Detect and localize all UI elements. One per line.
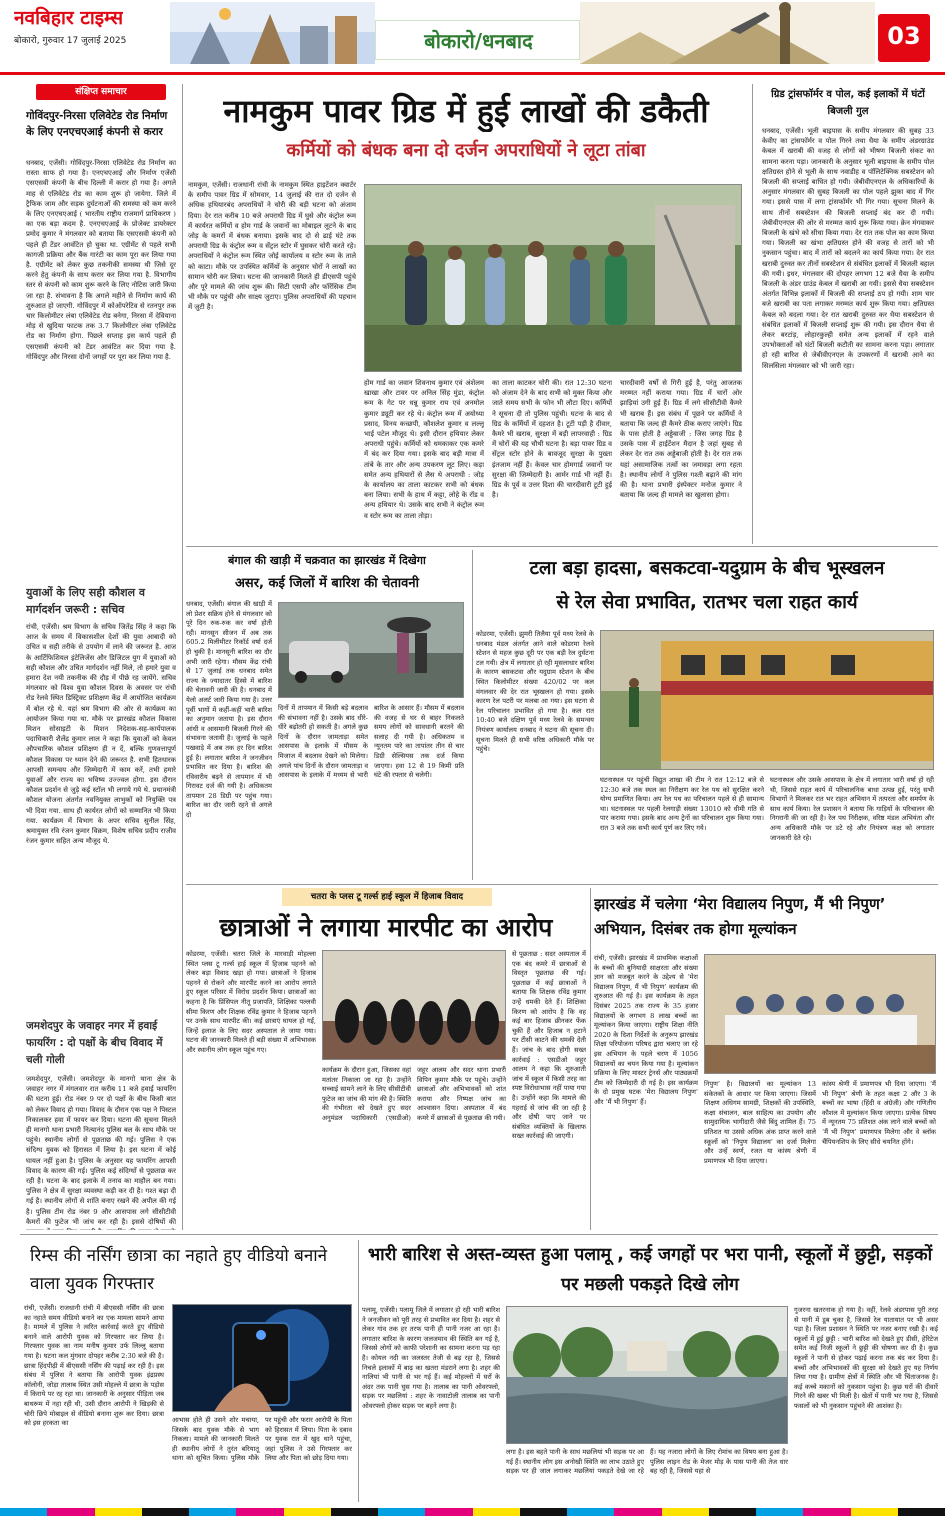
rims-photo <box>172 1304 352 1412</box>
page-number-text: 03 <box>887 22 921 50</box>
sidebar-story-body: रांची, एजेंसी। श्रम विभाग के सचिव जितेंद्र सिंह ने कहा कि आज के समय में विकासशील देशों की युवा आबादी को उचित व सही तरीके से उपयोग में लाने की जरूरत है. आज के आर्टिफिशियल इंटेलिजेंस और डिजिटल युग में युवाओं को सही कौशल और उचित मार्गदर्शन नहीं मिले, तो हमारे युवा व हमारा देश नयी तकनीक की दौड़ में पीछे रह जायेंगे. सचिव मंगलवार को विश्व युवा कौशल दिवस के अवसर पर रांची रोड रेलवे स्थित डिस्ट्रिक्ट प्रशिक्षण केंद्र में आयोजित कार्यक्रम में बोल रहे थे. यहां श्रम विभाग की ओर से कार्यक्रम का आयोजन किया गया था. मौके पर झारखंड कौशल विकास मिशन सोसाइटी के मिशन निदेशक-सह-कार्यपालक पदाधिकारी शैलेंद्र कुमार लाल ने कहा कि युवाओं को केवल औपचारिक कौशल प्रशिक्षण ही न दें, बल्कि गुणवत्तापूर्ण कौशल विकास पर ध्यान देने की जरूरत है. सभी हितधारक आपसी समन्वय और जिम्मेदारी में काम करें, तभी हमारे युवाओं और राज्य का भविष्य उज्ज्वल होगा. इस दौरान कौशल प्रदर्शन से जुड़े कई स्टॉल भी लगाये गये थे. प्रधानमंत्री कौशल योजना अंतर्गत नवनियुक्त लाभुकों को नियुक्ति पत्र भी दिया गया. साथ ही कार्यरत लोगों को सम्मानित भी किया गया. कार्यक्रम में विभाग के अपर सचिव सुनील सिंह, श्रमायुक्त रवि रंजन कुमार विक्रम, विशेष सचिव प्रदीप राजीव रंजन कुमार सहित अन्य मौजूद थे. <box>26 623 176 846</box>
rail-headline: से रेल सेवा प्रभावित, रातभर चला राहत कार्य <box>556 592 858 613</box>
lead-column: नामकुम, एजेंसी। राजधानी रांची के नामकुम स्थित हाइटेंशन क्वार्टर के समीप पावर ग्रिड में सोमवार, 14 जुलाई की रात दो दर्जन से अधिक हथियारबंद अपराधियों ने चोरी की बड़ी घटना को अंजाम दिया। देर रात करीब 10 बजे अपराधी ग्रिड में घुसे और कंट्रोल रूम में कार्यरत कर्मियों व होम गार्ड के जवानों का मोबाइल लूटने के बाद जोड़ के कमरों में बंधक बनाया। इसके बाद दो से ढाई घंटे तक अपराधी ग्रिड के कंट्रोल रूम व सेंट्रल स्टोर में घुसकर चोरी करते रहे। अपराधियों ने कंट्रोल रूम स्थित जोई कार्यालय व स्टोर रूम के ताले को काटा। मौके पर उपस्थित कर्मियों के अनुसार चोरों ने लाखों का सामान चोरी कर लिया। घटना की जानकारी मिलते ही डीएसपी पहुंचे और पूरे मामले की जांच शुरू की। सिटी एसपी और फॉरेंसिक टीम भी मौके पर पहुंची और साक्ष्य जुटाए। पुलिस अपराधियों की पहचान में जुटी है। <box>188 181 356 312</box>
weather-divider <box>472 550 473 880</box>
lead-column: होम गार्ड का जवान शिवनाथ कुमार एवं अंशेलम खाखा और टावर पर अनिल सिंह मुंडा, कंट्रोल रूम के गेट पर धन्नू कुमार राय एवं अनमोल कुमार ड्यूटी कर रहे थे। कंट्रोल रूम में अयोध्या प्रसाद, विनय कच्छपी, कौशलेश कुमार व लल्लू भाई पटेल मौजूद थे। इसी दौरान हथियार लेकर अपराधी पहुंचे। कर्मियों को धमकाकर एक कमरे में बंद कर दिया गया। इसके बाद बड़ी मात्रा में तांबे के तार और अन्य उपकरण लूट लिए। कड़ा समेत अन्य हथियारों से लैस थे अपराधी : जोड़ के कार्यालय का ताला काटकर सभी को बंधक बना लिया। सभी के हाथ में कट्टा, लोहे के रॉड व अन्य हथियार थे। उसके बाद सभी ने कंट्रोल रूम व स्टोर रूम का ताला तोड़ा। <box>364 379 484 520</box>
rims-story <box>24 1240 354 1502</box>
weather-story <box>186 550 468 880</box>
print-registration-bar <box>0 1508 945 1516</box>
hijab-photo <box>322 950 506 1060</box>
lead-story <box>186 84 746 534</box>
hijab-headline: छात्राओं ने लगाया मारपीट का आरोप <box>219 913 553 942</box>
rail-column: घटनास्थल पर पहुंची विद्युत शाखा की टीम ने रात 12:12 बजे से 12:30 बजे तक स्थल का निरीक्षण कर रेल पथ को सुरक्षित करने योग्य प्रमाणित किया। अप रेल पथ का परिचालन पहले से ही सामान्य था। घटनास्थल पर पहली रेलगाड़ी संख्या 13010 को धीमी गति से पार कराया गया। इसके बाद अन्य ट्रेनों का परिचालन शुरू किया गया। रात 3 बजे तक सभी कार्य पूर्ण कर लिए गये। <box>600 776 764 832</box>
right-top-story <box>758 84 936 542</box>
palamu-column: लगा है। इस बहते पानी के साथ मछलियां भी सड़क पर आ गई हैं। स्थानीय लोग इस अनोखी स्थिति का लाभ उठाते हुए सड़क पर ही जाल लगाकर मछलियां पकड़ते देखे जा रहे हैं। यह नजारा लोगों के लिए रोमांच का विषय बना हुआ है। पुलिस लाइन रोड के मेजर मोड़ के पास पानी की तेज धार बह रही है, जिससे यहां से <box>506 1448 788 1476</box>
nipun-photo <box>704 954 936 1074</box>
sidebar-divider <box>182 84 183 1230</box>
palamu-photo <box>506 1306 788 1444</box>
masthead <box>0 0 945 76</box>
section-rule <box>186 546 938 547</box>
lead-column: का ताला काटकर चोरी की। रात 12:30 घटना को अंजाम देने के बाद सभी को मुक्त किया और जाते समय सभी के फोन भी लौटा दिए। कर्मियों ने सूचना दी तो पुलिस पहुंची। घटना के बाद से ग्रिड के कर्मियों में दहशत है। टूटी पड़ी है दीवार, कैमरे भी खराब, सुरक्षा में बड़ी लापरवाही : ग्रिड में चोरों की यह चौथी घटना है। बड़ा पावर ग्रिड व सेंट्रल स्टोर होने के बावजूद सुरक्षा के पुख्ता इंतजाम नहीं हैं। केवल चार होमगार्ड जवानों पर सुरक्षा की जिम्मेदारी है। आर्मर गार्ड भी नहीं हैं। ग्रिड के पूर्व व उत्तर दिशा की चारदीवारी टूटी हुई है। <box>492 379 612 500</box>
section-banner <box>375 20 580 60</box>
sidebar-story-headline: गोविंदपुर-निरसा एलिवेटेड रोड निर्माण के लिए एनएचएआई कंपनी से करार <box>26 110 168 138</box>
sidebar-story-headline: जमशेदपुर के जवाहर नगर में हवाई फायरिंग : दो पक्षों के बीच विवाद में चली गोली <box>26 1020 163 1066</box>
palamu-story <box>362 1240 938 1502</box>
weather-column: दिनों में तापमान में किसी बड़े बदलाव की संभावना नहीं है। उसके बाद धीरे-धीरे बढ़ोतरी हो सकती है। अगले कुछ दिनों के दौरान जामताड़ा समेत आसपास के इलाके में मौसम के मिजाज में बदलाव देखने को मिलेगा। अगले पांच दिनों के दौरान जामताड़ा व आसपास के इलाके में मध्यम से भारी बारिश के आसार हैं। मौसम में बदलाव की वजह से घर से बाहर निकलते समय लोगों को सावधानी बरतने की सलाह दी गयी है। अधिकतम व न्यूनतम पारे का तापांतर तीन से चार डिग्री सेल्सियस तक दर्ज किया जाएगा। हवा 12 से 19 किमी प्रति घंटे की रफ्तार से चलेगी। <box>278 704 464 780</box>
rail-column: कोडरमा, एजेंसी। झुमरी तिलैया पूर्व मध्य रेलवे के धनबाद मंडल अंतर्गत आने वाले कोडरमा रेलवे स्टेशन से महज कुछ दूरी पर एक बड़ी रेल दुर्घटना टल गयी। क्षेत्र में लगातार हो रही मूसलाधार बारिश के कारण बसकटवा और यदुग्राम स्टेशन के बीच स्थित किलोमीटर संख्या 420/02 पर कल मंगलवार की देर रात भूस्खलन हो गया। इसके कारण रेल पटरी पर मलबा आ गया। इस घटना से रेल परिचालन प्रभावित हो गया है। कल रात 10:40 बजे दक्षिण पूर्व मध्य रेलवे के समन्वय नियंत्रण कार्यालय धनबाद ने घटना की सूचना दी। सूचना मिलते ही सभी वरिष्ठ अधिकारी मौके पर पहुंचे। <box>476 630 594 754</box>
lead-photo <box>364 184 742 372</box>
sidebar-label: संक्षिप्त समाचार <box>36 84 166 100</box>
masthead-rule <box>0 72 945 75</box>
palamu-column: गुजरना खतरनाक हो गया है। वहीं, रेलवे अंडरपास पूरी तरह से पानी में डूब चुका है, जिससे रेल यातायात पर भी असर पड़ा है। जिला प्रशासन ने स्थिति पर नजर बनाए रखी है। कई स्कूलों में हुई छुट्टी : भारी बारिश को देखते हुए डीसी, हेरिटेज समेत कई निजी स्कूलों ने छुट्टी की घोषणा कर दी है। कुछ स्कूलों ने पानी से होकर पढ़ाई करना तक बंद कर दिया है। बच्चों और अभिभावकों की सुरक्षा को देखते हुए यह निर्णय लिया गया है। ग्रामीण क्षेत्रों में स्थिति और भी चिंताजनक है। कई कच्चे मकानों को नुकसान पहुंचा है। कुछ घरों की दीवारें गिरने की खबर भी मिली है। खेतों में पानी भर गया है, जिससे फसलों को भी नुकसान पहुंचने की आशंका है। <box>794 1306 938 1410</box>
hijab-column: कार्यक्रम के दौरान हुआ, जिसका वहां मतांतर निकाला जा रहा है। उन्होंने सच्चाई सामने लाने के लिए सीसीटीवी फुटेज का जांच की मांग की है। स्थिति की गंभीरता को देखते हुए सदर अनुमंडल पदाधिकारी (एसडीओ) जहूर आलम और सदर थाना प्रभारी विपिन कुमार मौके पर पहुंचे। उन्होंने छात्राओं और अभिभावकों को शांत कराया और निष्पक्ष जांच का आश्वासन दिया। अस्पताल में बंद कमरे में छात्राओं से पूछताछ की गयी। <box>322 1066 506 1122</box>
weather-headline: बंगाल की खाड़ी में चक्रवात का झारखंड में दिखेगा <box>228 554 426 567</box>
sidebar-story-body: जमशेदपुर, एजेंसी। जमशेदपुर के मानगो थाना क्षेत्र के जवाहर नगर में मंगलवार रात करीब 11 बजे हवाई फायरिंग की घटना हुई। रोड नंबर 9 पर दो पक्षों के बीच किसी बात को लेकर विवाद हो गया। विवाद के दौरान एक पक्ष ने पिस्टल निकालकर हवा में फायर कर दिया। घटना की सूचना मिलते ही मानगो थाना प्रभारी नित्यानंद पुलिस बल के साथ मौके पर पहुंचे। स्थानीय लोगों से पूछताछ की गई। पुलिस ने एक संदिग्ध युवक को हिरासत में लिया है। इस घटना में कोई घायल नहीं हुआ है। पुलिस के अनुसार यह फायरिंग आपसी विवाद के कारण की गई। पुलिस कई संदिग्धों से पूछताछ कर रही है। घटना के बाद इलाके में तनाव का माहौल बन गया। पुलिस ने क्षेत्र में सुरक्षा व्यवस्था कड़ी कर दी है। गश्त बढ़ा दी गई है। स्थानीय लोगों से शांति बनाए रखने की अपील की गई है। पुलिस टीम रोड नंबर 9 और आसपास लगे सीसीटीवी कैमरों की फुटेज भी जांच कर रही है। इससे दोषियों की <box>26 1075 176 1226</box>
hijab-tag-text: चतरा के प्लस टू गर्ल्स हाई स्कूल में हिजाब विवाद <box>310 892 464 902</box>
sidebar-story-body: धनबाद, एजेंसी। गोविंदपुर-निरसा एलिवेटेड रोड निर्माण का रास्ता साफ हो गया है। एनएचएआई और निर्माण एजेंसी एसएसवी कंपनी के बीच दिल्ली में करार हो गया है। अगले माह से एलिवेटेड रोड का काम शुरू हो जायेगा. जिले में ट्रैफिक जाम और सड़क दुर्घटनाओं की समस्या को कम करने के लिए एनएचएआई ( भारतीय राष्ट्रीय राजमार्ग प्राधिकरण ) का एक बड़ा कदम है. एनएचएआई के प्रोजेक्ट डायरेक्टर प्रमोद कुमार ने मंगलवार को बताया कि एसएसवी कंपनी को पहले ही टेंडर आवंटित हो चुका था. एग्रीमेंट से पहले सभी कागजी प्रक्रिया और बैंक गारंटी का काम पूरा कर लिया गया है. एग्रीमेंट को लेकर कुछ तकनीकी समस्या थी जिसे दूर करने हेतु कंपनी के साथ करार कर लिया गया है. विभागीय स्तर से कंपनी को काम शुरू करने के लिए नोटिस जारी किया जा रहा है. संभावना है कि अगले महीने से निर्माण कार्य की शुरुआत हो जाएगी. गोविंदपुर में कोऑपरेटिव से रतनपुर तक चार किलोमीटर लंबा एलिवेटेड रोड बनेगा, निरसा में देवियाना मोड़ से खुदिया फाटक तक 3.7 किलोमीटर लंबा एलिवेटेड रोड का निर्माण होगा. पिछले सप्ताह इस कार्य पहले ही एसएसवी कंपनी को टेंडर आवंटित कर दिया गया है. गोविंदपुर और निरसा दोनों जगहों पर पूरा कर लिया गया है. <box>26 159 176 361</box>
issue-date: बोकारो, गुरुवार 17 जुलाई 2025 <box>14 36 127 46</box>
nipun-column: निपुण’ है। विद्यालयों का मूल्यांकन 13 संकेतकों के आधार पर किया जाएगा। जिसमें शिक्षण अधिगम सामग्री, शिक्षकों की उपस्थिति, कक्षा संचालन, बाल साहित्य का उपयोग और सामुदायिक भागीदारी जैसे बिंदु शामिल हैं। 75 प्रतिशत या उससे अधिक अंक प्राप्त करने वाले स्कूलों को ‘निपुण विद्यालय’ का दर्जा मिलेगा और उन्हें स्वर्ण, रजत या कांस्य श्रेणी में प्रमाणपत्र भी दिया जाएगा। <box>704 1080 816 1165</box>
rims-headline: रिम्स की नर्सिंग छात्रा का नहाते हुए वीडियो बनाने वाला युवक गिरफ्तार <box>30 1246 328 1294</box>
palamu-column: पलामू, एजेंसी। पलामू जिले में लगातार हो रही भारी बारिश ने जनजीवन को पूरी तरह से प्रभावित कर दिया है। शहर से लेकर गांव तक हर तरफ पानी ही पानी नजर आ रहा है। लगातार बारिश के कारण जलजमाव की स्थिति बन गई है, जिससे लोगों को काफी परेशानी का सामना करना पड़ रहा है। कोयल नदी का जलस्तर तेजी से बढ़ रहा है, जिससे निचले इलाकों में बाढ़ का खतरा मंडराने लगा है। शहर की नालियां भी पानी से भर गई हैं। कई मोहल्लों में घरों के अंदर तक पानी घुस गया है। तालाब का पानी ओवरफ्लो, सड़क पर मछलियां : शहर के नावाटोली तालाब का पानी ओवरफ्लो होकर सड़क पर बहने लगा है। <box>362 1306 500 1410</box>
palamu-headline: भारी बारिश से अस्त-व्यस्त हुआ पलामू , कई जगहों पर भरा पानी, स्कूलों में छुट्टी, सड़कों पर मछली पकड़ते दिखे लोग <box>367 1245 933 1295</box>
hijab-column: कोडरमा, एजेंसी। चतरा जिले के मारवाड़ी मोहल्ला स्थित प्लस टू गर्ल्स हाई स्कूल में हिजाब पहनने को लेकर बड़ा विवाद खड़ा हो गया। छात्राओं ने हिजाब पहनने से रोकने और मारपीट करने का आरोप लगाते हुए स्कूल परिसर में विरोध प्रदर्शन किया। छात्राओं का कहना है कि प्रिंसिपल नीतू प्रजापति, शिक्षिका पल्लवी सीमा किरण और शिक्षक रविंद्र कुमार ने हिजाब पहनने पर उनके साथ मारपीट की। कई छात्राएं घायल हो गईं, जिन्हें इलाज के लिए सदर अस्पताल ले जाया गया। घटना की जानकारी मिलते ही बड़ी संख्या में अभिभावक और स्थानीय लोग स्कूल पहुंच गए। <box>186 950 316 1054</box>
nipun-column: रांची, एजेंसी। झारखंड में प्राथमिक कक्षाओं के बच्चों की बुनियादी साक्षरता और संख्या ज्ञान को मजबूत करने के उद्देश्य से ‘मेरा विद्यालय निपुण, मैं भी निपुण’ कार्यक्रम की शुरुआत की गई है। इस कार्यक्रम के तहत दिसंबर 2025 तक राज्य के 35 हजार विद्यालयों के लगभग 8 लाख बच्चों का मूल्यांकन किया जाएगा। राष्ट्रीय शिक्षा नीति 2020 के दिशा निर्देशों के अनुरूप झारखंड शिक्षा परियोजना परिषद द्वारा चलाए जा रहे इस अभियान के पहले चरण में 1056 विद्यालयों का चयन किया गया है। मूल्यांकन प्रक्रिया के लिए मास्टर ट्रेनर्स और पाठ्यक्रमों टीम को जिम्मेदारी दी गई है। इस कार्यक्रम के दो प्रमुख घटक ‘मेरा विद्यालय निपुण’ और ‘मैं भी निपुण’ हैं। <box>594 954 698 1106</box>
weather-column: धनबाद, एजेंसी। बंगाल की खाड़ी में लो प्रेशर सक्रिय होने से मंगलवार को पूरे दिन रुक-रुक कर वर्षा होती रही। मानसून सीजन में अब तक 605.2 मिलीमीटर रिकॉर्ड वर्षा दर्ज हो चुकी है। मानसूनी बारिश का दौर अभी जारी रहेगा। मौसम केंद्र रांची से 17 जुलाई तक धनबाद समेत राज्य के ज्यादातर हिस्से में बारिश की चेतावनी जारी की है। धनबाद में येलो अलर्ट जारी किया गया है। उत्तर पूर्वी भागों में कहीं-कहीं भारी बारिश का अनुमान जताया है। इस दौरान आंधी व आसमानी बिजली गिरने की संभावना जतायी है। जुलाई के पहले पखवाड़े में अब तक हर दिन बारिश हुई है। लगातार बारिश ने जनजीवन प्रभावित कर दिया है। बारिश की रविवारीय बढ़ने से तापमान में भी गिरावट दर्ज की गयी है। अधिकतम तापमान 28 डिग्री पर पहुंच गया। बारिश का दौर जारी रहने से अगले दो <box>186 600 272 820</box>
page-number <box>878 14 930 62</box>
lead-right-divider <box>752 84 753 544</box>
weather-headline: असर, कई जिलों में बारिश की चेतावनी <box>235 576 419 591</box>
rims-divider <box>358 1240 359 1502</box>
hijab-column: से पूछताछ : सदर अस्पताल में एक बंद कमरे में छात्राओं से विस्तृत पूछताछ की गई। पूछताछ में कई छात्राओं ने बताया कि शिक्षक रविंद्र कुमार उन्हें धमकी देते हैं। शिक्षिका किरण को आरोप है कि वह कई बार हिजाब छीनकर फेंक चुकी हैं और हिजाब न हटाने पर टीसी काटने की धमकी देती हैं। जांच के बाद होगी सख्त कार्रवाई : एसडीओ जहूर आलम ने कहा कि शुरुआती जांच में स्कूल में किसी तरह का स्पष्ट विरोधाभास नहीं पाया गया है। उन्होंने कहा कि मामले की गहराई से जांच की जा रही है और दोषी पाए जाने पर संबंधित व्यक्तियों के खिलाफ सख्त कार्रवाई की जाएगी। <box>512 950 586 1141</box>
sidebar <box>24 84 178 1234</box>
section-rule <box>186 884 938 885</box>
hijab-divider <box>590 888 591 1230</box>
hijab-tag <box>282 888 492 906</box>
right-top-body: धनबाद, एजेंसी। भूली बाइपास के समीप मंगलवार की सुबह 33 केवीए का ट्रांसफॉर्मर व पोल गिरने तथा धैया के समीप अंडरग्राउंड केबल में खराबी की वजह से लोगों को भीषण बिजली संकट का सामना करना पड़ा। जानकारी के अनुसार भूली बाइपास के समीप पोल क्षतिग्रस्त होने से भूली के साथ नवाडीह व पॉलिटेक्निक सबस्टेशन को बिजली की सप्लाई बाधित हो गयी। जेबीवीएनएल के अधिकारियों के अनुसार मंगलवार की सुबह बिजली का पोल पहले झुका बाद में गिर गया। इससे पास में लगा ट्रांसफॉर्मर भी गिर गया। सूचना मिलने के साथ तीनों सबस्टेशन की बिजली सप्लाई बंद कर दी गयी। जेबीवीएनएल की ओर से मरम्मत कार्य शुरू किया गया। क्रेन मंगवाकर बिजली के खंभे को सीधा किया गया। देर रात तक पोल का काम किया गया। बिजली का खंभा क्षतिग्रस्त होने की वजह से तारों को भी नुकसान पहुंचा। बाद में तारों को बदलने का कार्य किया गया। देर रात खराबी दुरुस्त कर तीनों सबस्टेशन से संबंधित इलाकों में बिजली बहाल की गयी। इधर, मंगलवार की दोपहर लगभग 12 बजे धैया के समीप बिजली के अंडर ग्राउंड केबल में खराबी आ गयी। इससे धैया सबस्टेशन अंतर्गत विभिन्न इलाकों में बिजली की सप्लाई ठप हो गयी। शाम चार बजे खराबी का पता लगाकर मरम्मत कार्य शुरू किया गया। क्षतिग्रस्त केबल को बदला गया। देर रात खराबी दुरुस्त कर धैया सबस्टेशन से संबंधित इलाकों में बिजली सप्लाई शुरू की गयी। इस दौरान धैया से लेकर बरटांड़, लोहारकुल्ही समेत अन्य इलाकों में रहने वाले उपभोक्ताओं को घंटों बिजली कटौती का सामना करना पड़ा। लगातार हो रही बारिश से जेबीवीएनएल के उपकरणों में खराबी आने का सिलसिला मंगलवार को भी जारी रहा। <box>762 127 934 370</box>
rims-column: आभास होते ही उसने शोर मचाया, जिसके बाद युवक मौके से भाग निकला। मामले की जानकारी मिलते ही स्थानीय लोगों ने तुरंत बरियातू थाना को सूचित किया। पुलिस मौके पर पहुंची और फरार आरोपी के पिता को हिरासत में लिया। पिता के दबाव पर युवक रात में खुद थाने पहुंचा, जहां पुलिस ने उसे गिरफ्तार कर लिया और पिता को छोड़ दिया गया। <box>172 1416 352 1463</box>
hijab-story <box>186 888 586 1230</box>
nipun-headline: झारखंड में चलेगा ‘मेरा विद्यालय निपुण, मैं भी निपुण’ अभियान, दिसंबर तक होगा मूल्यांकन <box>594 895 886 938</box>
lead-column: चारदीवारी वर्षों से गिरी हुई है, परंतु आजतक मरम्मत नहीं कराया गया। ग्रिड में चारों ओर झाड़ियां उगी हुई हैं। ग्रिड में लगे सीसीटीवी कैमरे भी खराब हैं। इस संबंध में पूछने पर कर्मियों ने बताया कि जल्द ही कैमरे ठीक कराए जाएंगे। ग्रिड के पास होती है अड्डेबाजी : जिस जगह ग्रिड है उसके पास में हाईटेंशन मैदान है जहां सुबह से लेकर देर रात तक अड्डेबाजी होती है। देर रात तक यहां असामाजिक तत्वों का जमावड़ा लगा रहता है। स्थानीय लोगों ने पुलिस गश्ती बढ़ाने की मांग की है। थाना प्रभारी इंस्पेक्टर मनोज कुमार ने बताया कि जल्द ही मामले का खुलासा होगा। <box>620 379 742 500</box>
rail-headline: टला बड़ा हादसा, बसकटवा-यदुग्राम के बीच भूस्खलन <box>529 558 885 579</box>
section-rule <box>20 1234 938 1235</box>
section-title: बोकारो/धनबाद <box>424 29 533 53</box>
nipun-column: कांस्य श्रेणी में प्रमाणपत्र भी दिया जाएगा। ‘मैं भी निपुण’ श्रेणी के तहत कक्षा 2 और 3 के बच्चों का भाषा (हिंदी व अंग्रेजी) और गणितीय कौशल में मूल्यांकन किया जाएगा। प्रत्येक विषय में न्यूनतम 75 प्रतिशत अंक लाने वाले बच्चों को ‘मैं भी निपुण’ प्रमाणपत्र मिलेगा और वे ब्लॉक चैंपियनशिप के लिए सीधे चयनित होंगे। <box>822 1080 936 1146</box>
lead-headline: नामकुम पावर ग्रिड में हुई लाखों की डकैती <box>223 92 709 130</box>
right-top-headline: ग्रिड ट्रांसफॉर्मर व पोल, कई इलाकों में घंटों बिजली गुल <box>771 89 925 117</box>
lead-subhead: कर्मियों को बंधक बना दो दर्जन अपराधियों ने लूटा तांबा <box>286 140 646 161</box>
rail-photo <box>600 630 934 770</box>
rail-column: घटनास्थल और उसके आसपास के क्षेत्र में लगातार भारी वर्षा हो रही थी, जिससे राहत कार्य में परिचालनिक बाधा उत्पन्न हुई, परंतु सभी विभागों ने मिलकर रात भर राहत अभियान में तत्परता और समर्पण के साथ कार्य किया। रेल प्रशासन ने बताया कि गाड़ियों के परिचालन की निगरानी की जा रही है। रेल पथ निरीक्षक, वरिष्ठ मंडल अभियंता और अन्य अधिकारी मौके पर डटे रहे और नियंत्रण कक्ष को लगातार जानकारी देते रहे। <box>770 776 934 842</box>
nipun-story <box>594 888 938 1230</box>
sidebar-story-headline: युवाओं के लिए सही कौशल व मार्गदर्शन जरूरी : सचिव <box>26 586 146 616</box>
rail-story <box>476 550 938 880</box>
masthead-illustration <box>170 2 375 64</box>
weather-photo <box>278 602 464 698</box>
rims-column: रांची, एजेंसी। राजधानी रांची में बीएससी नर्सिंग की छात्रा का नहाते समय वीडियो बनाने का एक मामला सामने आया है। मामले में पुलिस ने त्वरित कार्रवाई करते हुए वीडियो बनाने वाले आरोपी युवक को गिरफ्तार कर लिया है। गिरफ्तार युवक का नाम मनीष कुमार उर्फ लिल्लू बताया गया है। घटना कल मुंगवार दोपहर करीब 2:30 बजे की है। छात्रा हिंदपीढ़ी में बीएससी नर्सिंग की पढ़ाई कर रही है। इस संबंध में पुलिस ने बताया कि आरोपी युवक इंद्रप्रस्थ कॉलोनी, जोड़ा तालाब स्थित उसी मोहल्ले में छात्रा के पड़ोस में किराये पर रह रहा था। जानकारी के अनुसार पीड़िता जब बाथरूम में नहा रही थी, उसी दौरान आरोपी ने खिड़की से चोरी छिपे मोबाइल से वीडियो बनाना शुरू कर दिया। छात्रा को इस हरकता का <box>24 1304 164 1428</box>
masthead-illustration-right <box>580 2 875 64</box>
brand-name: नवबिहार टाइम्स <box>14 7 124 29</box>
